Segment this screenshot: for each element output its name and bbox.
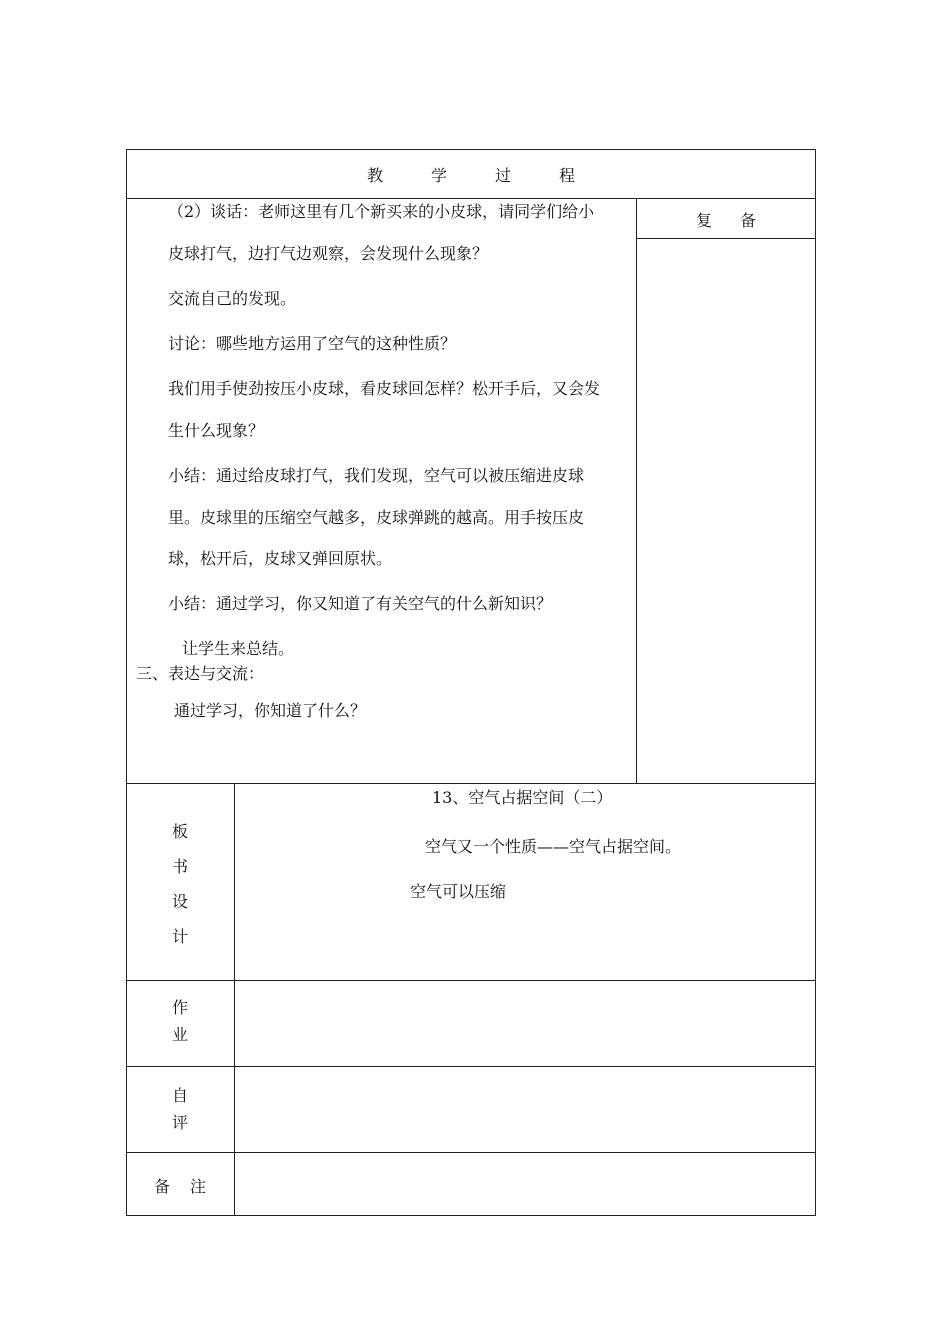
label-char: 备	[153, 1177, 170, 1196]
row-divider	[126, 783, 816, 784]
process-line: 通过学习，你知道了什么？	[174, 701, 367, 720]
label-char: 注	[190, 1177, 207, 1196]
label-char: 板	[171, 822, 188, 841]
label-char: 自	[171, 1086, 188, 1105]
process-line: 皮球打气，边打气边观察，会发现什么现象？	[168, 244, 489, 263]
row-divider	[126, 1066, 816, 1067]
self-eval-label	[127, 1082, 233, 1136]
homework-label	[127, 994, 233, 1048]
board-title: 13、空气占据空间（二）	[432, 788, 613, 807]
section-header	[127, 150, 815, 198]
side-title-divider	[636, 238, 816, 239]
column-divider	[636, 198, 637, 783]
process-line: （2）谈话：老师这里有几个新买来的小皮球，请同学们给小	[168, 202, 595, 221]
header-char: 过	[495, 165, 512, 185]
process-line: 生什么现象？	[168, 421, 265, 440]
process-line: 里。皮球里的压缩空气越多，皮球弹跳的越高。用手按压皮	[168, 508, 585, 527]
side-column-title	[637, 199, 815, 239]
header-char: 程	[559, 165, 576, 185]
label-char: 书	[171, 857, 188, 876]
label-char: 计	[171, 927, 188, 946]
process-line: 小结：通过给皮球打气，我们发现，空气可以被压缩进皮球	[168, 466, 585, 485]
process-line: 让学生来总结。	[182, 639, 295, 658]
process-line: 小结：通过学习，你又知道了有关空气的什么新知识？	[168, 594, 553, 613]
board-line: 空气又一个性质——空气占据空间。	[425, 837, 682, 856]
process-line: 球，松开后，皮球又弹回原状。	[168, 549, 393, 568]
row-divider	[126, 980, 816, 981]
label-char: 评	[171, 1113, 188, 1132]
header-char: 教	[366, 165, 383, 185]
row-divider	[126, 1152, 816, 1153]
process-line: 交流自己的发现。	[168, 289, 297, 308]
process-line: 讨论：哪些地方运用了空气的这种性质？	[168, 334, 457, 353]
label-char: 业	[171, 1025, 188, 1044]
header-char: 学	[430, 165, 447, 185]
board-design-label	[127, 814, 233, 954]
notes-label	[127, 1174, 233, 1197]
process-heading: 三、表达与交流：	[136, 664, 265, 683]
process-line: 我们用手使劲按压小皮球，看皮球回怎样？松开手后，又会发	[168, 379, 601, 398]
side-title-char: 备	[740, 210, 757, 230]
side-title-char: 复	[695, 210, 712, 230]
label-char: 作	[171, 998, 188, 1017]
label-char: 设	[171, 892, 188, 911]
board-line: 空气可以压缩	[410, 882, 507, 901]
